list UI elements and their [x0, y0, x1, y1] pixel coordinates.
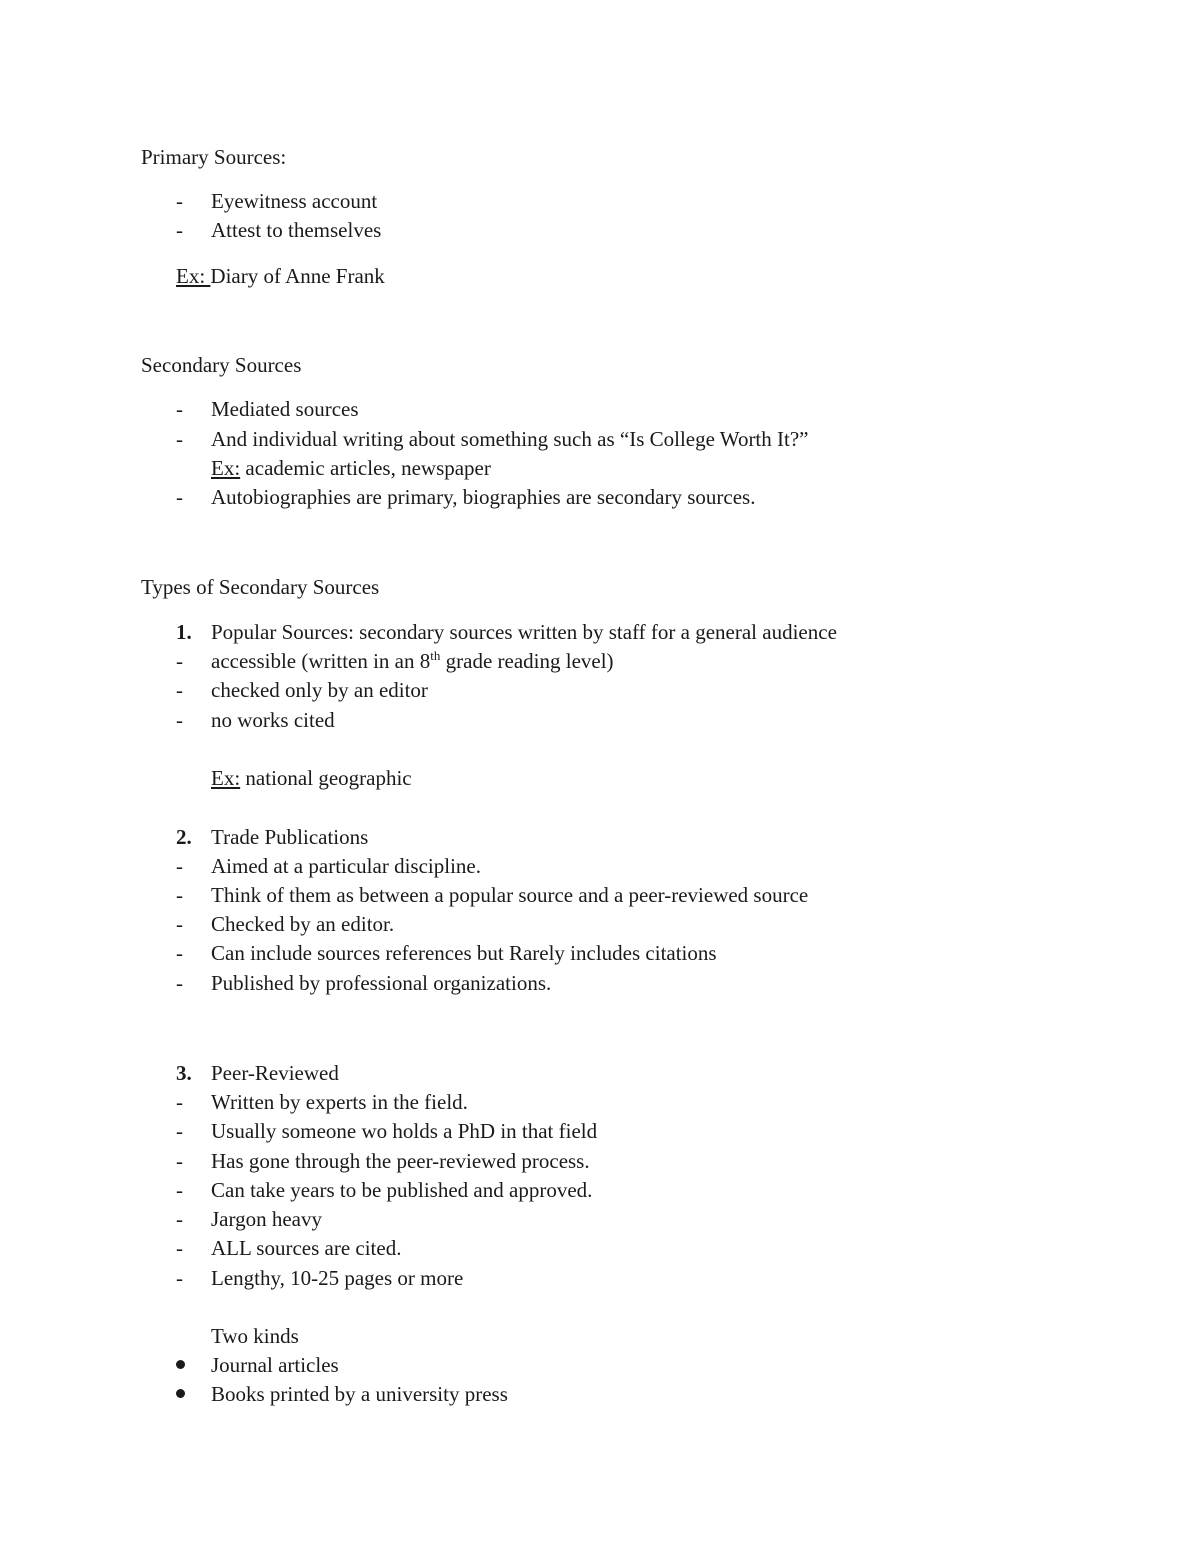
list-item: Checked by an editor.: [211, 912, 395, 936]
dash-marker: -: [176, 649, 183, 673]
list-item: Published by professional organizations.: [211, 971, 552, 995]
list-item: Books printed by a university press: [211, 1382, 508, 1406]
list-item: Mediated sources: [211, 397, 359, 421]
dash-marker: -: [176, 971, 183, 995]
dash-marker: -: [176, 708, 183, 732]
list-item: Lengthy, 10-25 pages or more: [211, 1266, 464, 1290]
bullet-icon: [176, 1360, 185, 1369]
list-item: Can include sources references but Rarely includes citations: [211, 941, 717, 965]
primary-sources-heading: Primary Sources:: [141, 145, 287, 169]
example-text: academic articles, newspaper: [240, 456, 491, 480]
list-item-text: accessible (written in an 8: [211, 649, 431, 673]
dash-marker: -: [176, 883, 183, 907]
dash-marker: -: [176, 1236, 183, 1260]
popular-sources-title: Popular Sources: secondary sources written by staff for a general audience: [211, 620, 837, 644]
list-item: Has gone through the peer-reviewed process.: [211, 1149, 590, 1173]
dash-marker: -: [176, 1178, 183, 1202]
dash-marker: -: [176, 1149, 183, 1173]
bullet-icon: [176, 1389, 185, 1398]
list-item: Autobiographies are primary, biographies are secondary sources.: [211, 485, 756, 509]
primary-example: [176, 264, 385, 288]
dash-marker: -: [176, 1207, 183, 1231]
example-label: Ex:: [211, 456, 241, 480]
list-item: ALL sources are cited.: [211, 1236, 402, 1260]
dash-marker: -: [176, 189, 183, 213]
list-number: 3.: [176, 1061, 192, 1085]
dash-marker: -: [176, 1119, 183, 1143]
secondary-example: [211, 456, 491, 480]
example-text: national geographic: [240, 766, 412, 790]
dash-marker: -: [176, 485, 183, 509]
example-label: Ex:: [211, 766, 241, 790]
types-heading: Types of Secondary Sources: [141, 575, 380, 599]
trade-publications-title: Trade Publications: [211, 825, 369, 849]
list-item: Usually someone wo holds a PhD in that field: [211, 1119, 598, 1143]
dash-marker: -: [176, 397, 183, 421]
dash-marker: -: [176, 427, 183, 451]
popular-example: [211, 766, 412, 790]
list-item: Aimed at a particular discipline.: [211, 854, 481, 878]
dash-marker: -: [176, 912, 183, 936]
superscript: th: [430, 648, 441, 663]
two-kinds-label: Two kinds: [211, 1324, 299, 1348]
dash-marker: -: [176, 678, 183, 702]
list-number: 1.: [176, 620, 192, 644]
list-item: no works cited: [211, 708, 335, 732]
list-item-text: grade reading level): [440, 649, 614, 673]
list-item: Journal articles: [211, 1353, 339, 1377]
example-text: Diary of Anne Frank: [210, 264, 385, 288]
dash-marker: -: [176, 854, 183, 878]
secondary-sources-heading: Secondary Sources: [141, 353, 302, 377]
list-item: checked only by an editor: [211, 678, 428, 702]
list-item: Jargon heavy: [211, 1207, 322, 1231]
dash-marker: -: [176, 1266, 183, 1290]
dash-marker: -: [176, 218, 183, 242]
dash-marker: -: [176, 941, 183, 965]
list-number: 2.: [176, 825, 192, 849]
list-item: Written by experts in the field.: [211, 1090, 468, 1114]
list-item: Can take years to be published and approved.: [211, 1178, 593, 1202]
list-item: Attest to themselves: [211, 218, 382, 242]
list-item: Think of them as between a popular source and a peer-reviewed source: [211, 883, 809, 907]
list-item: [211, 649, 614, 673]
example-label: Ex:: [176, 264, 211, 288]
list-item: And individual writing about something such as “Is College Worth It?”: [211, 427, 809, 451]
dash-marker: -: [176, 1090, 183, 1114]
peer-reviewed-title: Peer-Reviewed: [211, 1061, 339, 1085]
list-item: Eyewitness account: [211, 189, 378, 213]
